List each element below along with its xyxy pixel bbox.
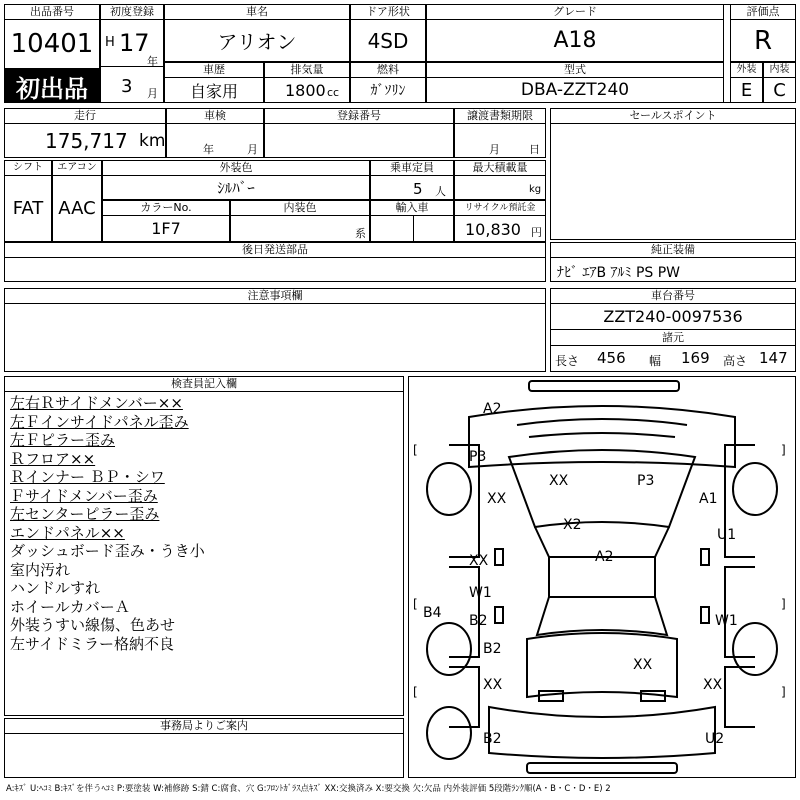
transfer-label: 譲渡書類期限 [455, 109, 545, 124]
lot-number: 10401 [10, 29, 94, 59]
model: DBA-ZZT240 [520, 80, 630, 100]
displacement-label: 排気量 [265, 63, 349, 78]
diagram-mark: A1 [699, 491, 718, 507]
history: 自家用 [189, 81, 238, 101]
inspector-notes-label: 検査員記入欄 [5, 377, 403, 392]
capacity-label: 乗車定員 [371, 161, 453, 176]
damage-diagram [408, 376, 796, 778]
shift: FAT [12, 198, 44, 219]
inspector-note: 左Ｆインサイドパネル歪み [10, 412, 189, 431]
diagram-mark: XX [549, 473, 569, 489]
transfer-month-unit: 月 [489, 143, 500, 156]
width: 169 [681, 349, 710, 367]
genuine-label: 純正装備 [551, 243, 795, 258]
office-notice-cell [4, 718, 404, 778]
sales-point-cell [550, 108, 796, 240]
int-color-label: 内装色 [231, 201, 369, 216]
capacity: 5 [413, 180, 423, 198]
inspector-note: ホイールカバーＡ [10, 597, 130, 616]
diagram-mark: P3 [637, 473, 655, 489]
displacement-unit: cc [327, 86, 340, 99]
inspector-note: 左サイドミラー格納不良 [10, 634, 174, 653]
diagram-bracket: ] [781, 685, 786, 699]
caution-label: 注意事項欄 [5, 289, 545, 304]
chassis-number: ZZT240-0097536 [551, 304, 795, 330]
car-outline [409, 377, 795, 777]
diagram-mark: X2 [563, 517, 582, 533]
diagram-mark: XX [703, 677, 723, 693]
diagram-mark: XX [487, 491, 507, 507]
car-name-cell [164, 4, 350, 62]
height-label: 高さ [723, 354, 748, 368]
ac: AAC [58, 198, 96, 219]
capacity-unit: 人 [435, 185, 446, 198]
max-load-unit: kg [529, 184, 542, 195]
diagram-mark: XX [469, 553, 489, 569]
ext-color-label: 外装色 [103, 161, 369, 176]
exterior-grade: E [740, 79, 753, 101]
interior-label: 内装 [764, 63, 795, 78]
diagram-mark: W1 [469, 585, 492, 601]
genuine-equipment: ﾅﾋﾞ ｴｱB ｱﾙﾐ PS PW [557, 265, 681, 281]
inspector-note: ハンドルすれ [10, 579, 101, 597]
int-color-cell [230, 200, 370, 242]
diagram-mark: U1 [717, 527, 737, 543]
reg-month: 3 [121, 76, 133, 97]
diagram-mark: B2 [483, 641, 502, 657]
displacement-cell [264, 62, 350, 103]
first-reg-label: 初度登録 [101, 5, 163, 20]
spec-label: 諸元 [551, 331, 795, 346]
chassis-block [550, 288, 796, 372]
grade-cell [426, 4, 724, 62]
diagram-bracket: [ [413, 685, 418, 699]
color-no: 1F7 [151, 219, 181, 238]
transfer-day-unit: 日 [529, 143, 540, 156]
max-load-cell [454, 160, 546, 200]
fuel-label: 燃料 [351, 63, 425, 78]
recycle-cell [454, 200, 546, 242]
int-color-unit: 系 [355, 227, 366, 240]
inspection-label: 車検 [167, 109, 263, 124]
sales-point-label: セールスポイント [551, 109, 795, 124]
ext-color-cell [102, 160, 370, 200]
fuel-cell [350, 62, 426, 103]
after-parts-cell [4, 242, 546, 282]
inspector-note: エンドパネル×× [10, 523, 125, 542]
mileage-unit: km [139, 131, 166, 151]
inspector-note: 外装うすい線傷、色あせ [10, 616, 176, 634]
displacement: 1800 [285, 81, 326, 100]
mileage-label: 走行 [5, 109, 165, 124]
door-cell [350, 4, 426, 62]
recycle: 10,830 [465, 220, 521, 239]
grade-label: グレード [427, 5, 723, 20]
interior-cell [763, 62, 796, 103]
inspection-cell [166, 108, 264, 158]
score: R [753, 25, 773, 56]
diagram-mark: B2 [483, 731, 502, 747]
transfer-cell [454, 108, 546, 158]
diagram-bracket: ] [781, 443, 786, 457]
diagram-bracket: [ [413, 443, 418, 457]
mileage: 175,717 [45, 129, 128, 153]
diagram-bracket: [ [413, 597, 418, 611]
reg-year: 17 [119, 29, 150, 57]
inspector-note: 左Ｆピラー歪み [10, 431, 116, 449]
inspector-note: 室内汚れ [10, 560, 71, 579]
recycle-label: リサイクル預託金 [455, 201, 545, 216]
score-label: 評価点 [731, 5, 795, 20]
exterior-cell [730, 62, 763, 103]
legend: A:ｷｽﾞ U:ﾍｺﾐ B:ｷｽﾞを伴うﾍｺﾐ P:要塗装 W:補修跡 S:錆 C:腐食、穴 G:ﾌﾛﾝﾄｶﾞﾗｽ点ｷｽﾞ XX:交換済み X:要交換 欠:欠品 内外装評価 5段階ﾗﾝｸ順(A・B・C・D・E) 2 [6, 784, 611, 794]
first-reg-cell [100, 4, 164, 103]
shift-label: シフト [5, 161, 51, 176]
diagram-mark: A2 [483, 401, 502, 417]
recycle-unit: 円 [531, 226, 542, 239]
car-name: アリオン [217, 30, 297, 54]
color-no-cell [102, 200, 230, 242]
inspector-note: ダッシュボード歪み・うき小 [10, 542, 205, 560]
length-label: 長さ [555, 354, 580, 368]
car-name-label: 車名 [165, 5, 349, 20]
history-label: 車歴 [165, 63, 263, 78]
diagram-mark: P3 [469, 449, 487, 465]
reg-number-label: 登録番号 [265, 109, 453, 124]
diagram-mark: XX [483, 677, 503, 693]
length: 456 [597, 349, 626, 367]
inspector-note: Ｆサイドメンバー歪み [10, 486, 158, 505]
door-label: ドア形状 [351, 5, 425, 20]
interior-grade: C [773, 79, 786, 101]
lot-number-cell [4, 4, 100, 69]
max-load-label: 最大積載量 [455, 161, 545, 176]
height: 147 [759, 349, 788, 367]
fuel: ｶﾞｿﾘﾝ [370, 83, 406, 99]
after-parts-label: 後日発送部品 [5, 243, 545, 258]
lot-number-label: 出品番号 [5, 5, 99, 20]
inspector-note: Ｒインナー ＢＰ・シワ [10, 468, 165, 486]
import-cell [370, 200, 454, 242]
import-label: 輸入車 [371, 201, 453, 216]
reg-month-unit: 月 [147, 87, 158, 100]
diagram-mark: B4 [423, 605, 442, 621]
chassis-label: 車台番号 [551, 289, 795, 304]
model-label: 型式 [427, 63, 723, 78]
color-no-label: カラーNo. [103, 201, 229, 216]
reg-year-unit: 年 [147, 55, 158, 68]
office-notice-label: 事務局よりご案内 [5, 719, 403, 734]
mileage-cell [4, 108, 166, 158]
reg-number-cell [264, 108, 454, 158]
width-label: 幅 [649, 354, 662, 368]
score-cell [730, 4, 796, 62]
era: H [105, 35, 115, 50]
ac-label: エアコン [53, 161, 101, 176]
diagram-mark: B2 [469, 613, 488, 629]
caution-cell [4, 288, 546, 372]
history-cell [164, 62, 264, 103]
insp-month-unit: 月 [247, 143, 258, 156]
diagram-mark: XX [633, 657, 653, 673]
diagram-mark: A2 [595, 549, 614, 565]
ext-color: ｼﾙﾊﾞｰ [217, 179, 255, 197]
genuine-cell [550, 242, 796, 282]
grade: A18 [553, 28, 597, 53]
ac-cell [52, 160, 102, 242]
first-listing-badge: 初出品 [4, 69, 100, 103]
diagram-mark: W1 [715, 613, 738, 629]
exterior-label: 外装 [731, 63, 762, 78]
model-cell [426, 62, 724, 103]
inspector-note: 左センターピラー歪み [10, 505, 160, 523]
capacity-cell [370, 160, 454, 200]
inspector-note: 左右Ｒサイドメンバー×× [10, 394, 183, 412]
door-type: 4SD [367, 28, 409, 53]
diagram-bracket: ] [781, 597, 786, 611]
diagram-mark: U2 [705, 731, 725, 747]
shift-cell [4, 160, 52, 242]
inspector-note: Ｒフロア×× [10, 449, 96, 468]
insp-year-unit: 年 [203, 143, 214, 156]
